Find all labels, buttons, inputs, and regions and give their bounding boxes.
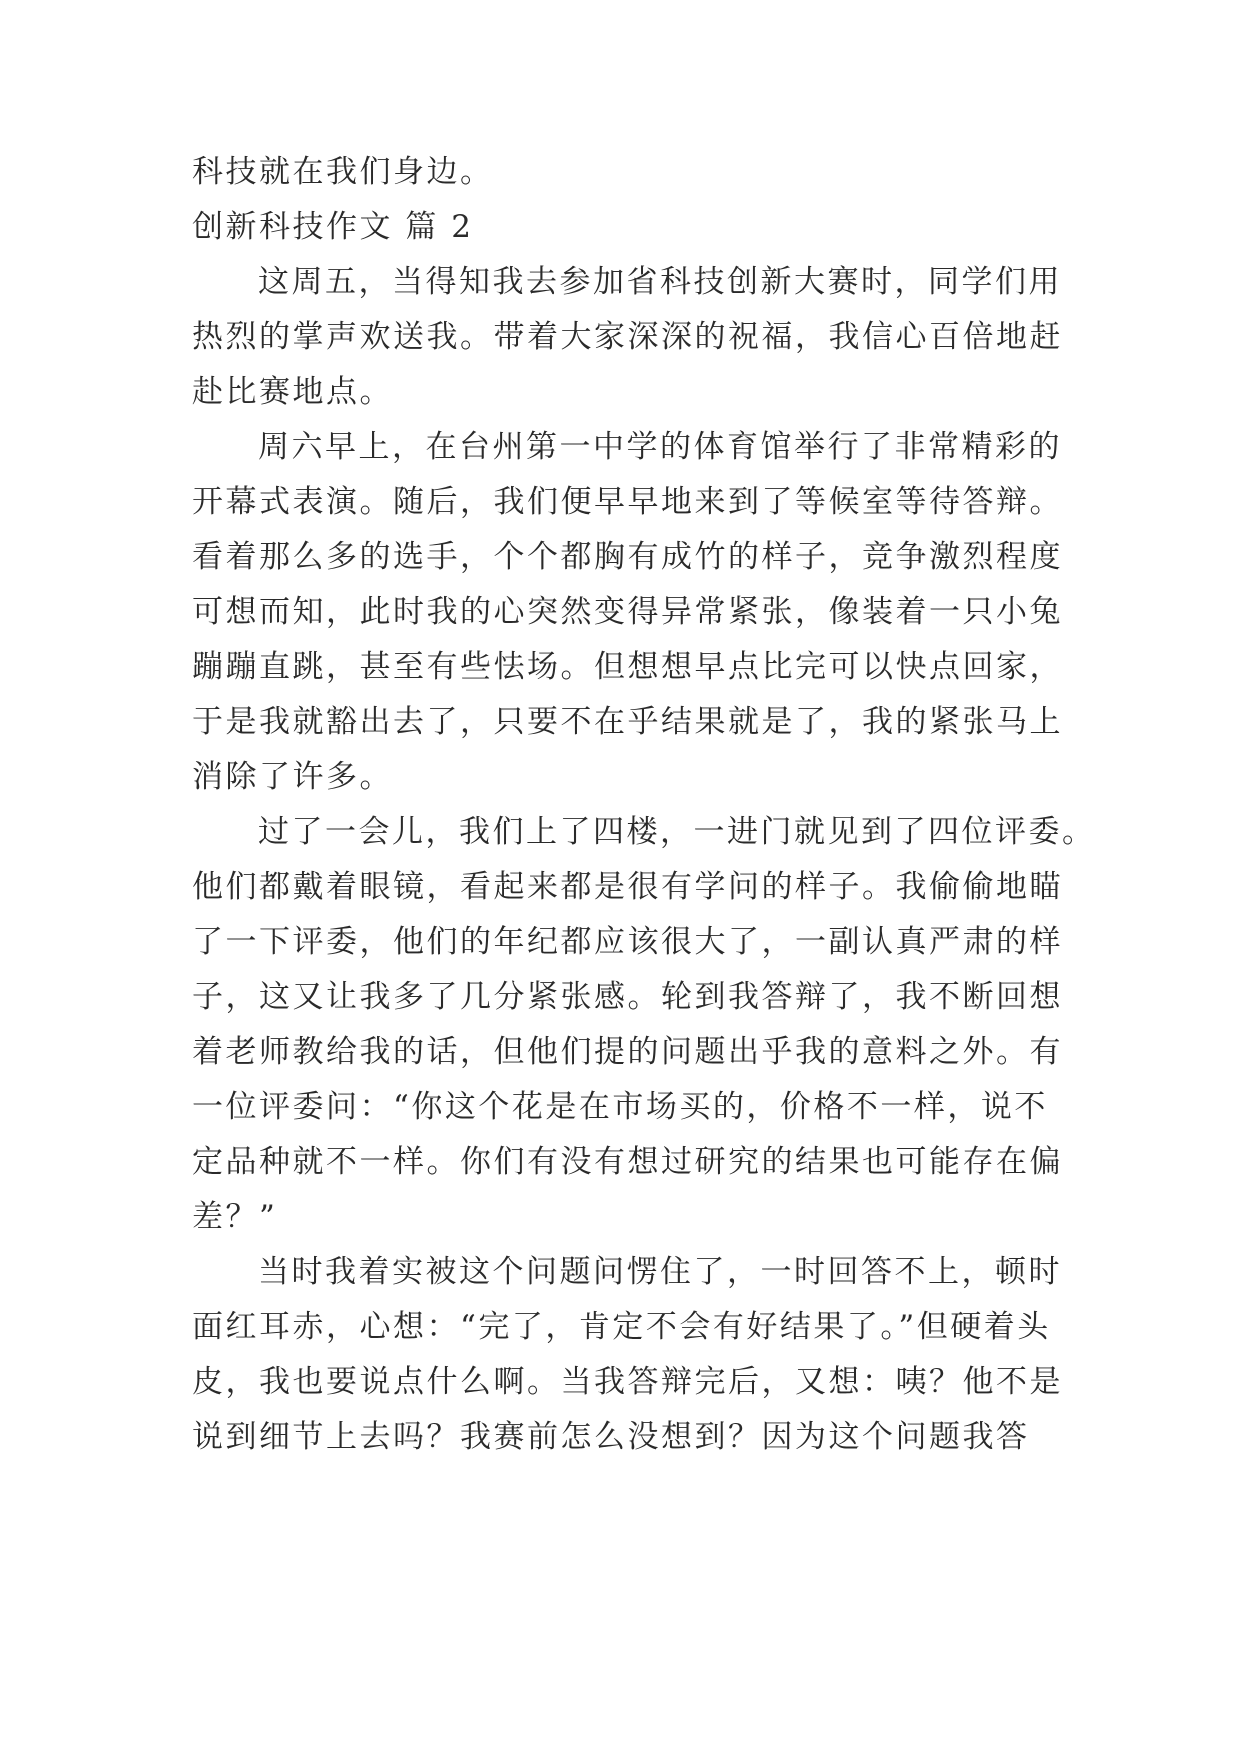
text-line: 消除了许多。 [192, 759, 393, 795]
text-line: 了一下评委，他们的年纪都应该很大了，一副认真严肃的样 [192, 924, 1063, 960]
text-line: 差？” [192, 1199, 278, 1235]
text-line: 当时我着实被这个问题问愣住了，一时回答不上，顿时 [258, 1254, 1062, 1290]
text-line: 热烈的掌声欢送我。带着大家深深的祝福，我信心百倍地赶 [192, 319, 1063, 355]
text-line: 于是我就豁出去了，只要不在乎结果就是了，我的紧张马上 [192, 704, 1063, 740]
text-line: 周六早上，在台州第一中学的体育馆举行了非常精彩的 [258, 429, 1062, 465]
text-line: 面红耳赤，心想：“完了，肯定不会有好结果了。”但硬着头 [192, 1309, 1051, 1345]
text-line: 看着那么多的选手，个个都胸有成竹的样子，竞争激烈程度 [192, 539, 1063, 575]
text-line: 子，这又让我多了几分紧张感。轮到我答辩了，我不断回想 [192, 979, 1063, 1015]
text-line: 蹦蹦直跳，甚至有些怯场。但想想早点比完可以快点回家， [192, 649, 1063, 685]
text-line: 一位评委问：“你这个花是在市场买的，价格不一样，说不 [192, 1089, 1048, 1125]
text-line: 皮，我也要说点什么啊。当我答辩完后，又想：咦？他不是 [192, 1364, 1063, 1400]
text-line: 开幕式表演。随后，我们便早早地来到了等候室等待答辩。 [192, 484, 1063, 520]
text-line: 赴比赛地点。 [192, 374, 393, 410]
text-line: 过了一会儿，我们上了四楼，一进门就见到了四位评委。 [258, 814, 1096, 850]
text-line: 说到细节上去吗？我赛前怎么没想到？因为这个问题我答 [192, 1419, 1030, 1455]
text-line: 他们都戴着眼镜，看起来都是很有学问的样子。我偷偷地瞄 [192, 869, 1063, 905]
text-line: 这周五，当得知我去参加省科技创新大赛时，同学们用 [258, 264, 1062, 300]
text-line: 科技就在我们身边。 [192, 154, 494, 190]
text-line: 定品种就不一样。你们有没有想过研究的结果也可能存在偏 [192, 1144, 1063, 1180]
text-line: 可想而知，此时我的心突然变得异常紧张，像装着一只小兔 [192, 594, 1063, 630]
text-line: 着老师教给我的话，但他们提的问题出乎我的意料之外。有 [192, 1034, 1063, 1070]
section-heading: 创新科技作文 篇 2 [192, 209, 474, 245]
